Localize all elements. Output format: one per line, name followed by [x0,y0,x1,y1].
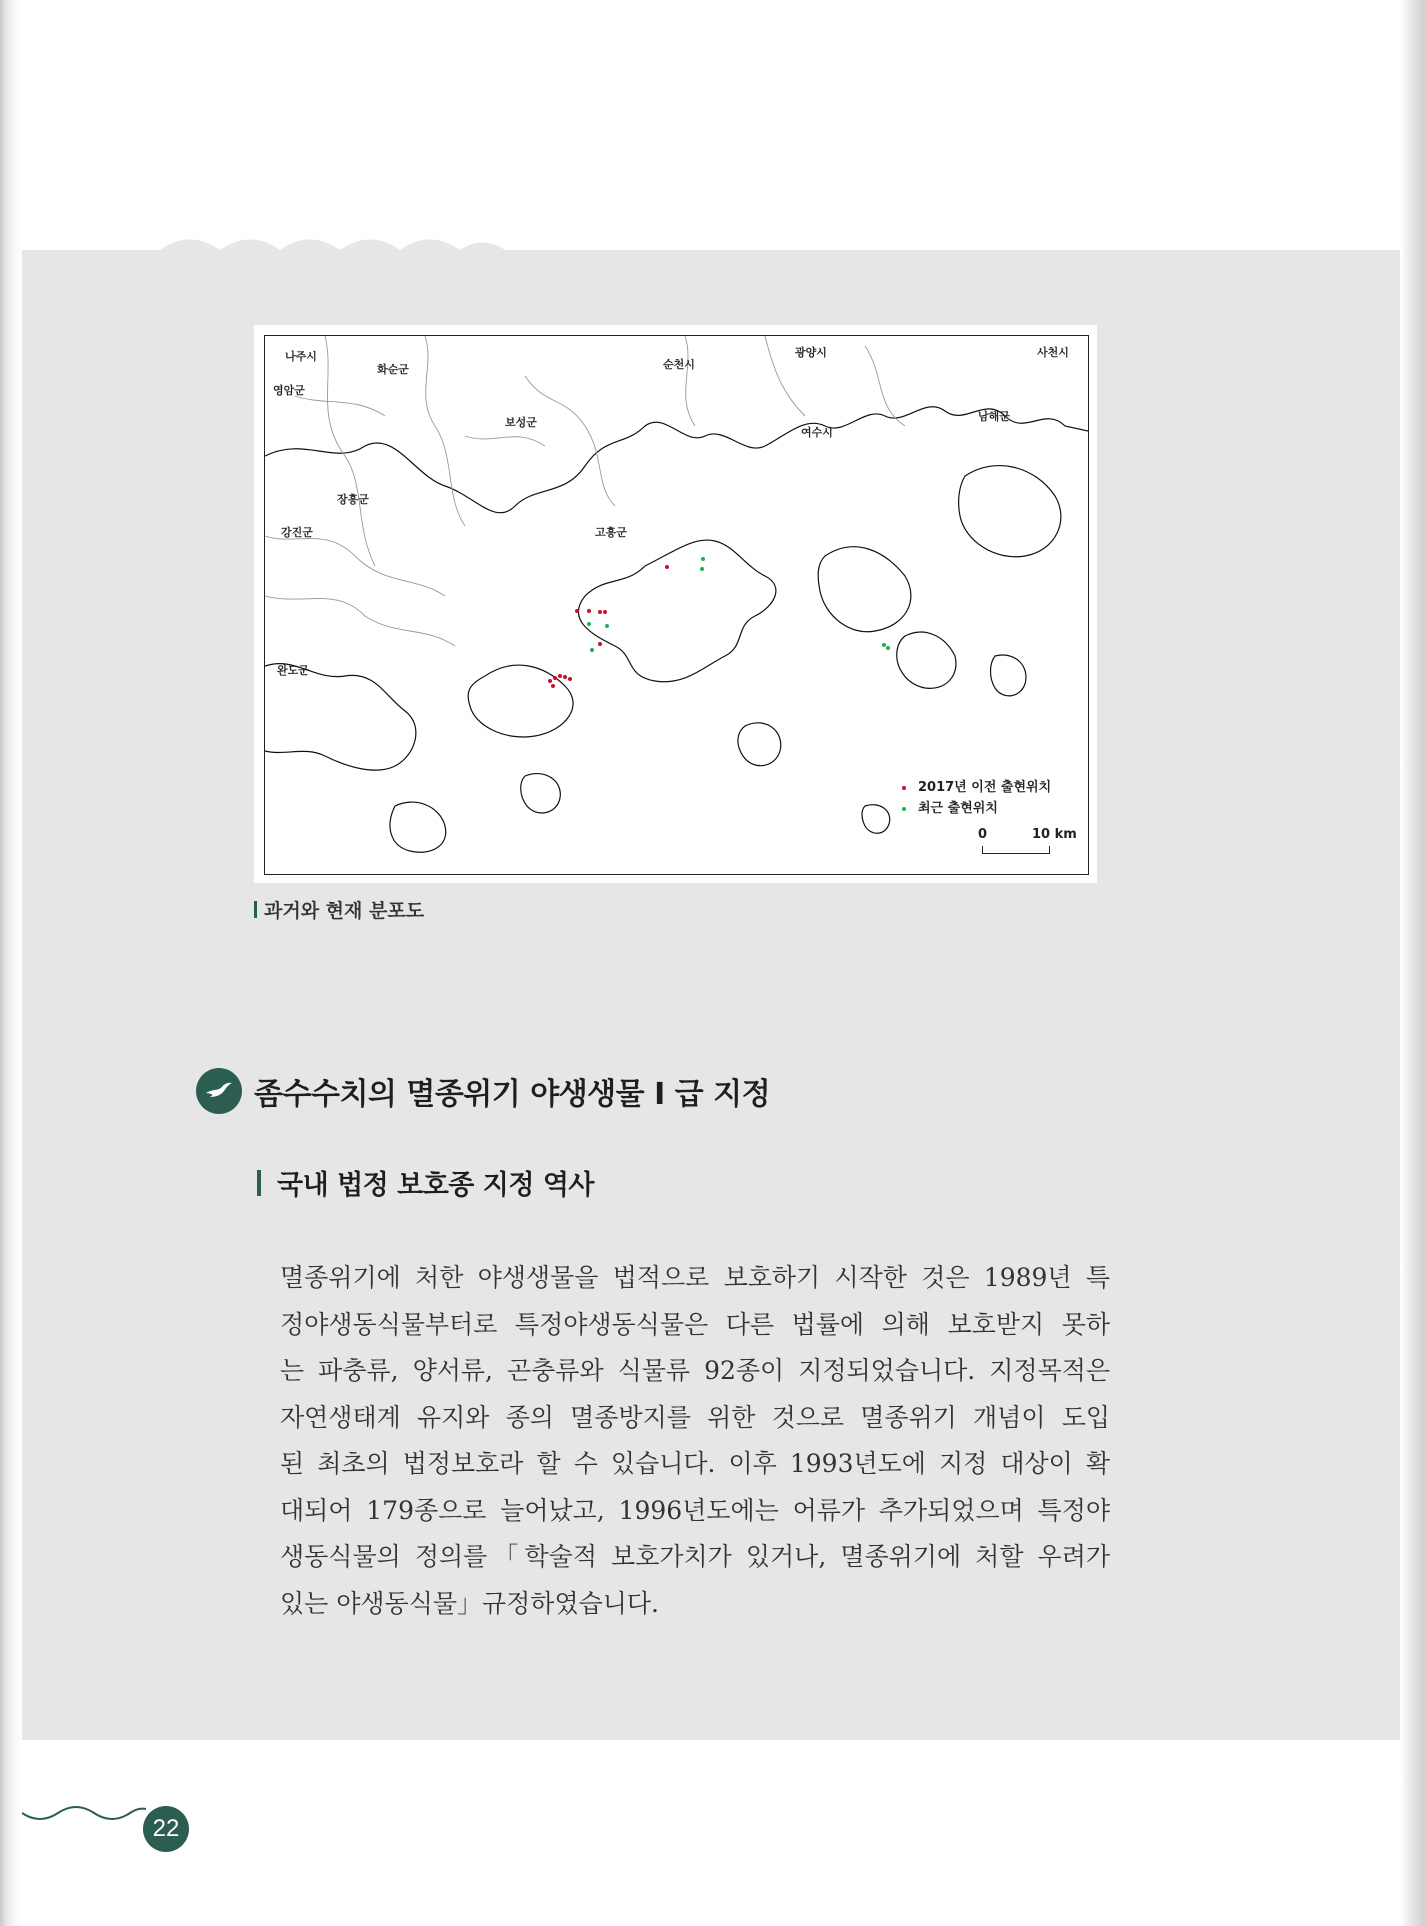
map-label-sacheon: 사천시 [1037,346,1069,359]
map-caption [254,896,424,923]
map-label-suncheon: 순천시 [663,358,695,371]
past-occurrence-point [548,679,552,683]
legend-past-label: 2017년 이전 출현위치 [918,780,1052,795]
recent-occurrence-point [590,648,594,652]
map-canvas [264,335,1089,875]
section-title: 좀수수치의 멸종위기 야생생물 I 급 지정 [254,1077,771,1112]
past-occurrence-point [551,684,555,688]
body-line: 대되어 179종으로 늘어났고, 1996년도에는 어류가 추가되었으며 특정야 [280,1495,1110,1525]
map-label-yeosu: 여수시 [801,426,833,439]
body-line: 자연생태계 유지와 종의 멸종방지를 위한 것으로 멸종위기 개념이 도입 [280,1402,1110,1432]
top-wave-decoration [160,226,520,256]
past-occurrence-point [568,677,572,681]
body-line: 는 파충류, 양서류, 곤충류와 식물류 92종이 지정되었습니다. 지정목적은 [280,1356,1110,1385]
map-label-boseong: 보성군 [505,416,537,429]
recent-occurrence-point [605,624,609,628]
section-heading [196,1068,770,1114]
bird-icon [196,1068,242,1114]
scale-bar [982,846,1050,854]
legend-recent-dot [902,807,906,811]
map-label-yeongam: 영암군 [273,384,305,397]
distribution-map [254,325,1097,883]
past-occurrence-point [598,610,602,614]
legend-recent-label: 최근 출현위치 [918,801,998,816]
map-label-jangheung: 장흥군 [337,493,369,506]
recent-occurrence-point [701,557,705,561]
body-paragraph [280,1255,1110,1627]
body-line: 정야생동식물부터로 특정야생동식물은 다른 법률에 의해 보호받지 못하 [280,1309,1110,1339]
past-occurrence-point [598,642,602,646]
page-binding-shadow [0,0,22,1926]
body-line: 멸종위기에 처한 야생생물을 법적으로 보호하기 시작한 것은 1989년 특 [280,1263,1110,1292]
scale-end: 10 km [1032,827,1077,842]
recent-occurrence-point [587,622,591,626]
past-occurrence-point [603,610,607,614]
sub-heading-bar [257,1170,261,1196]
page-number: 22 [143,1806,189,1852]
past-occurrence-point [563,675,567,679]
map-label-hwasun: 화순군 [377,363,409,376]
past-occurrence-point [575,609,579,613]
sub-heading [257,1163,594,1202]
legend-recent [902,797,998,816]
past-occurrence-point [587,609,591,613]
legend-past [902,776,1051,795]
scale-start: 0 [978,827,988,842]
past-occurrence-point [558,674,562,678]
legend-past-dot [902,786,906,790]
caption-bar [254,901,257,918]
map-label-goheung: 고흥군 [595,526,627,539]
recent-occurrence-point [886,646,890,650]
map-label-naju: 나주시 [285,350,317,363]
map-label-gangjin: 강진군 [281,526,313,539]
page-edge-shadow [1400,0,1425,1926]
map-label-wando: 완도군 [277,664,309,677]
body-line: 생동식물의 정의를「학술적 보호가치가 있거나, 멸종위기에 처할 우려가 [280,1542,1110,1571]
past-occurrence-point [665,565,669,569]
bottom-wave-decoration [22,1805,146,1825]
body-line: 있는 야생동식물」규정하였습니다. [280,1588,659,1618]
map-label-gwangyang: 광양시 [795,346,827,359]
past-occurrence-point [553,676,557,680]
body-line: 된 최초의 법정보호라 할 수 있습니다. 이후 1993년도에 지정 대상이 확 [280,1449,1110,1478]
map-label-namhae: 남해군 [978,410,1010,423]
caption-text: 과거와 현재 분포도 [264,900,425,922]
recent-occurrence-point [700,567,704,571]
sub-heading-title: 국내 법정 보호종 지정 역사 [277,1170,595,1201]
